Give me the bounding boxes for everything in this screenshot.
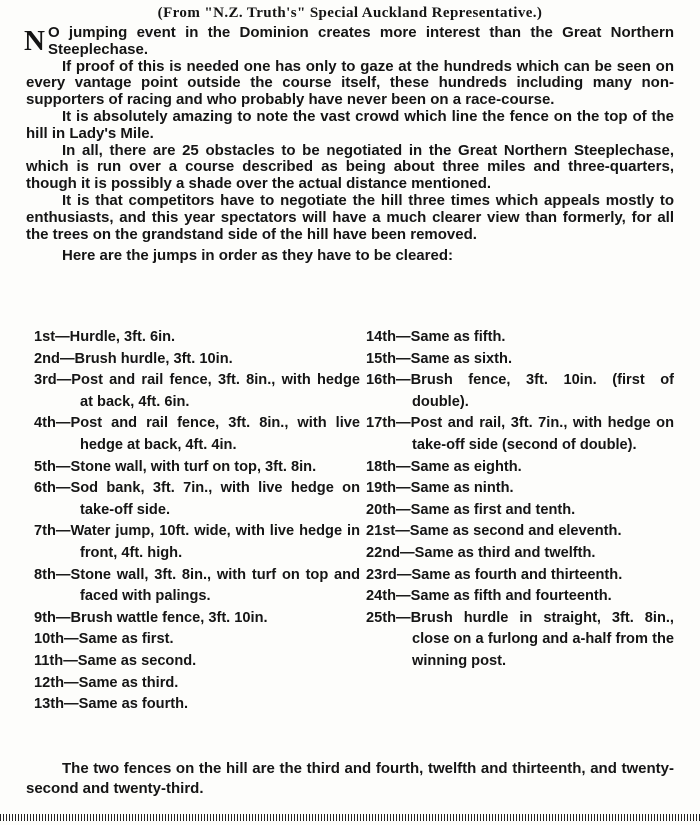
jump-item: 7th—Water jump, 10ft. wide, with live hedge in front, 4ft. high.: [34, 523, 360, 561]
paragraph-hill: It is that competitors have to negotiate the hill three times which appeals mostly to enthusiasts, and this year spectators will have a much clearer view than formerly, for all the trees on the grandstand side of the hill have been removed.: [26, 191, 674, 243]
jump-item: 21st—Same as second and eleventh.: [366, 523, 622, 540]
closing-section: [26, 759, 674, 799]
jump-item: 22nd—Same as third and twelfth.: [366, 544, 596, 561]
jump-item: 23rd—Same as fourth and thirteenth.: [366, 566, 623, 583]
jump-item: 14th—Same as fifth.: [366, 329, 506, 345]
lead-paragraph: [26, 25, 674, 59]
jump-item: 6th—Sod bank, 3ft. 7in., with live hedge on take-off side.: [34, 480, 360, 518]
jump-item: 10th—Same as first.: [34, 631, 174, 648]
article-body: [26, 25, 674, 264]
jump-item: 15th—Same as sixth.: [366, 350, 513, 367]
jump-item: 24th—Same as fifth and fourteenth.: [366, 588, 612, 605]
bottom-rule: [0, 814, 700, 821]
jump-item: 18th—Same as eighth.: [366, 458, 522, 475]
jump-item: 13th—Same as fourth.: [34, 696, 189, 713]
jump-item: 2nd—Brush hurdle, 3ft. 10in.: [34, 350, 233, 367]
paragraph-crowd: It is absolutely amazing to note the vast crowd which line the fence on the top of the hill in Lady's Mile.: [26, 107, 674, 142]
paragraph-obstacles: In all, there are 25 obstacles to be negotiated in the Great Northern Steeplechase, which is run over a course described as being about three miles and three-quarters, though it is possibly a shade over the actual distance mentioned.: [26, 141, 674, 193]
jump-item: 20th—Same as first and tenth.: [366, 501, 576, 518]
jump-item: 1st—Hurdle, 3ft. 6in.: [34, 329, 176, 345]
jump-item: 8th—Stone wall, 3ft. 8in., with turf on top and faced with palings.: [34, 566, 360, 605]
jumps-column-right: [366, 327, 674, 716]
jump-item: 25th—Brush hurdle in straight, 3ft. 8in., close on a furlong and a-half from the winning post.: [366, 609, 674, 669]
jump-item: 9th—Brush wattle fence, 3ft. 10in.: [34, 609, 268, 626]
jumps-intro: Here are the jumps in order as they have to be cleared:: [62, 247, 453, 265]
jump-item: 3rd—Post and rail fence, 3ft. 8in., with hedge at back, 4ft. 6in.: [34, 372, 360, 410]
jump-item: 19th—Same as ninth.: [366, 480, 514, 497]
byline: (From "N.Z. Truth's" Special Auckland Representative.): [157, 5, 543, 21]
closing-paragraph: The two fences on the hill are the third and fourth, twelfth and thirteenth, and twenty-second and twenty-third.: [26, 760, 674, 797]
jumps-list: [34, 327, 674, 716]
jump-item: 12th—Same as third.: [34, 674, 179, 691]
paragraph-proof: If proof of this is needed one has only to gaze at the hundreds which can be seen on every vantage point outside the course itself, these hundreds including many non-supporters of racing and who probably have never been on a race-course.: [26, 57, 674, 109]
jumps-column-left: [34, 327, 360, 716]
jump-item: 11th—Same as second.: [34, 652, 197, 669]
jump-item: 17th—Post and rail, 3ft. 7in., with hedge on take-off side (second of double).: [366, 415, 674, 453]
jump-item: 5th—Stone wall, with turf on top, 3ft. 8in.: [34, 458, 317, 475]
drop-cap: N: [24, 25, 45, 57]
jump-item: 4th—Post and rail fence, 3ft. 8in., with live hedge at back, 4ft. 4in.: [34, 415, 360, 453]
jump-item: 16th—Brush fence, 3ft. 10in. (first of double).: [366, 372, 674, 410]
lead-text: O jumping event in the Dominion creates more interest than the Great Northern Steeplechase.: [47, 24, 674, 58]
